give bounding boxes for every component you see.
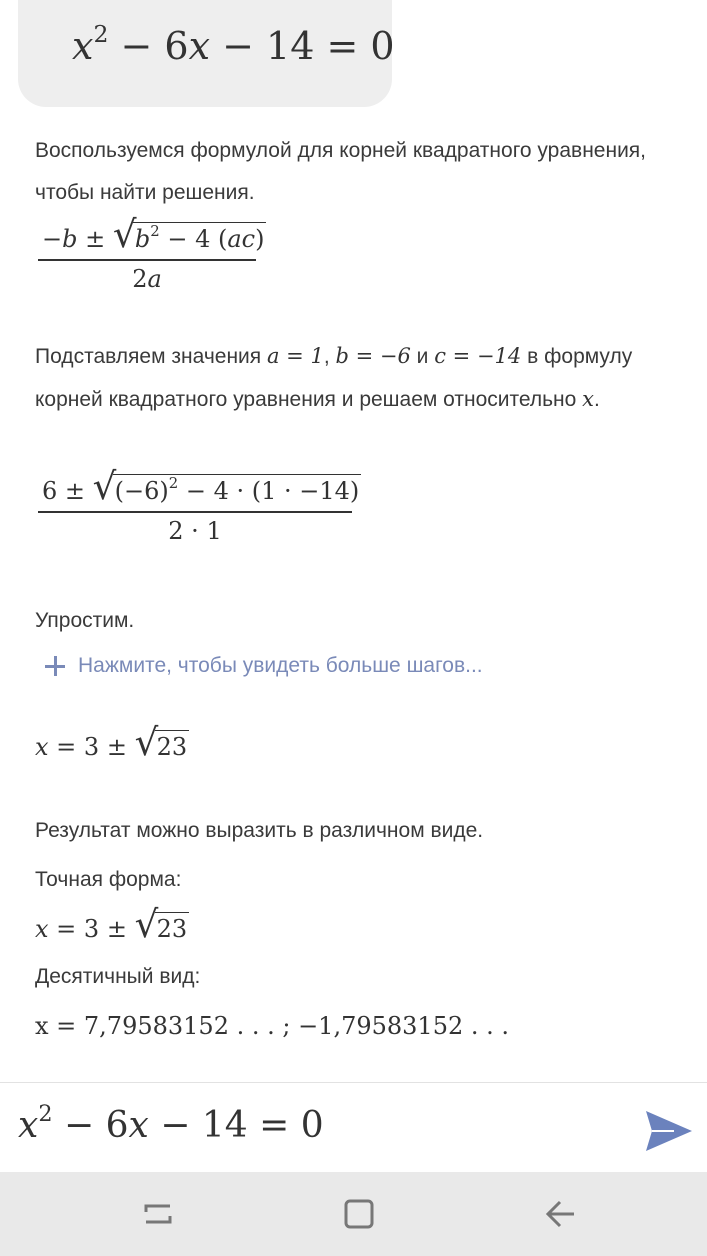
- quadratic-formula: [38, 212, 265, 293]
- step2-text-post: в формулу корней квадратного уравнения и решаем относительно: [35, 345, 633, 411]
- equation-input-bar: [0, 1082, 707, 1173]
- back-button[interactable]: [538, 1192, 582, 1236]
- exact-form-label: Точная форма:: [35, 868, 182, 891]
- c-value: c = −14: [434, 344, 522, 368]
- home-square-icon: [337, 1192, 381, 1236]
- show-more-steps-link[interactable]: [44, 654, 483, 678]
- quadratic-formula-numerator: −b ± √ $b^2 - 4$ (ac): [42, 212, 265, 256]
- result-forms-text: Результат можно выразить в различном виде.: [35, 819, 484, 842]
- recents-icon: [136, 1192, 180, 1236]
- show-more-steps-label: Нажмите, чтобы увидеть больше шагов...: [78, 654, 483, 677]
- back-arrow-icon: [538, 1192, 582, 1236]
- step2-text: Подставляем значения a = 1, b = −6 и c = −14 в формулу корней квадратного уравнения и решаем относительно x.: [35, 344, 633, 411]
- equation-input[interactable]: $x^2 - 6x - 14 = 0$: [18, 1100, 324, 1146]
- system-navigation-bar: [0, 1172, 707, 1256]
- send-button[interactable]: [644, 1109, 694, 1153]
- decimal-form-value: x = 7,79583152 . . . ; −1,79583152 . . .: [35, 1012, 510, 1040]
- simplify-label: Упростим.: [35, 609, 135, 632]
- step1-text: Воспользуемся формулой для корней квадратного уравнения, чтобы найти решения.: [35, 139, 646, 204]
- substituted-formula: [38, 464, 360, 545]
- variable-x: x: [582, 387, 595, 411]
- period: .: [594, 388, 600, 411]
- question-equation: $x^2 - 6x - 14 = 0$: [72, 19, 395, 68]
- step2-text-pre: Подставляем значения: [35, 345, 267, 368]
- a-value: a = 1: [266, 344, 324, 368]
- exact-form-value: x = 3 ± √ 23: [35, 902, 188, 946]
- decimal-form-label: Десятичный вид:: [35, 965, 201, 988]
- home-button[interactable]: [337, 1192, 381, 1236]
- substituted-formula-denominator: 2 · 1: [168, 517, 222, 545]
- quadratic-formula-denominator: 2a: [132, 265, 162, 293]
- plus-icon: [44, 655, 66, 677]
- b-value: b = −6: [335, 344, 411, 368]
- question-bubble: [18, 0, 395, 107]
- recents-button[interactable]: [136, 1192, 180, 1236]
- simplified-result: x = 3 ± √ 23: [35, 720, 188, 764]
- and-word: и: [410, 345, 435, 368]
- send-icon: [644, 1109, 694, 1153]
- substituted-formula-numerator: 6 ± √ $(-6)^2 - 4 \cdot (1 \cdot -14)$: [42, 464, 360, 508]
